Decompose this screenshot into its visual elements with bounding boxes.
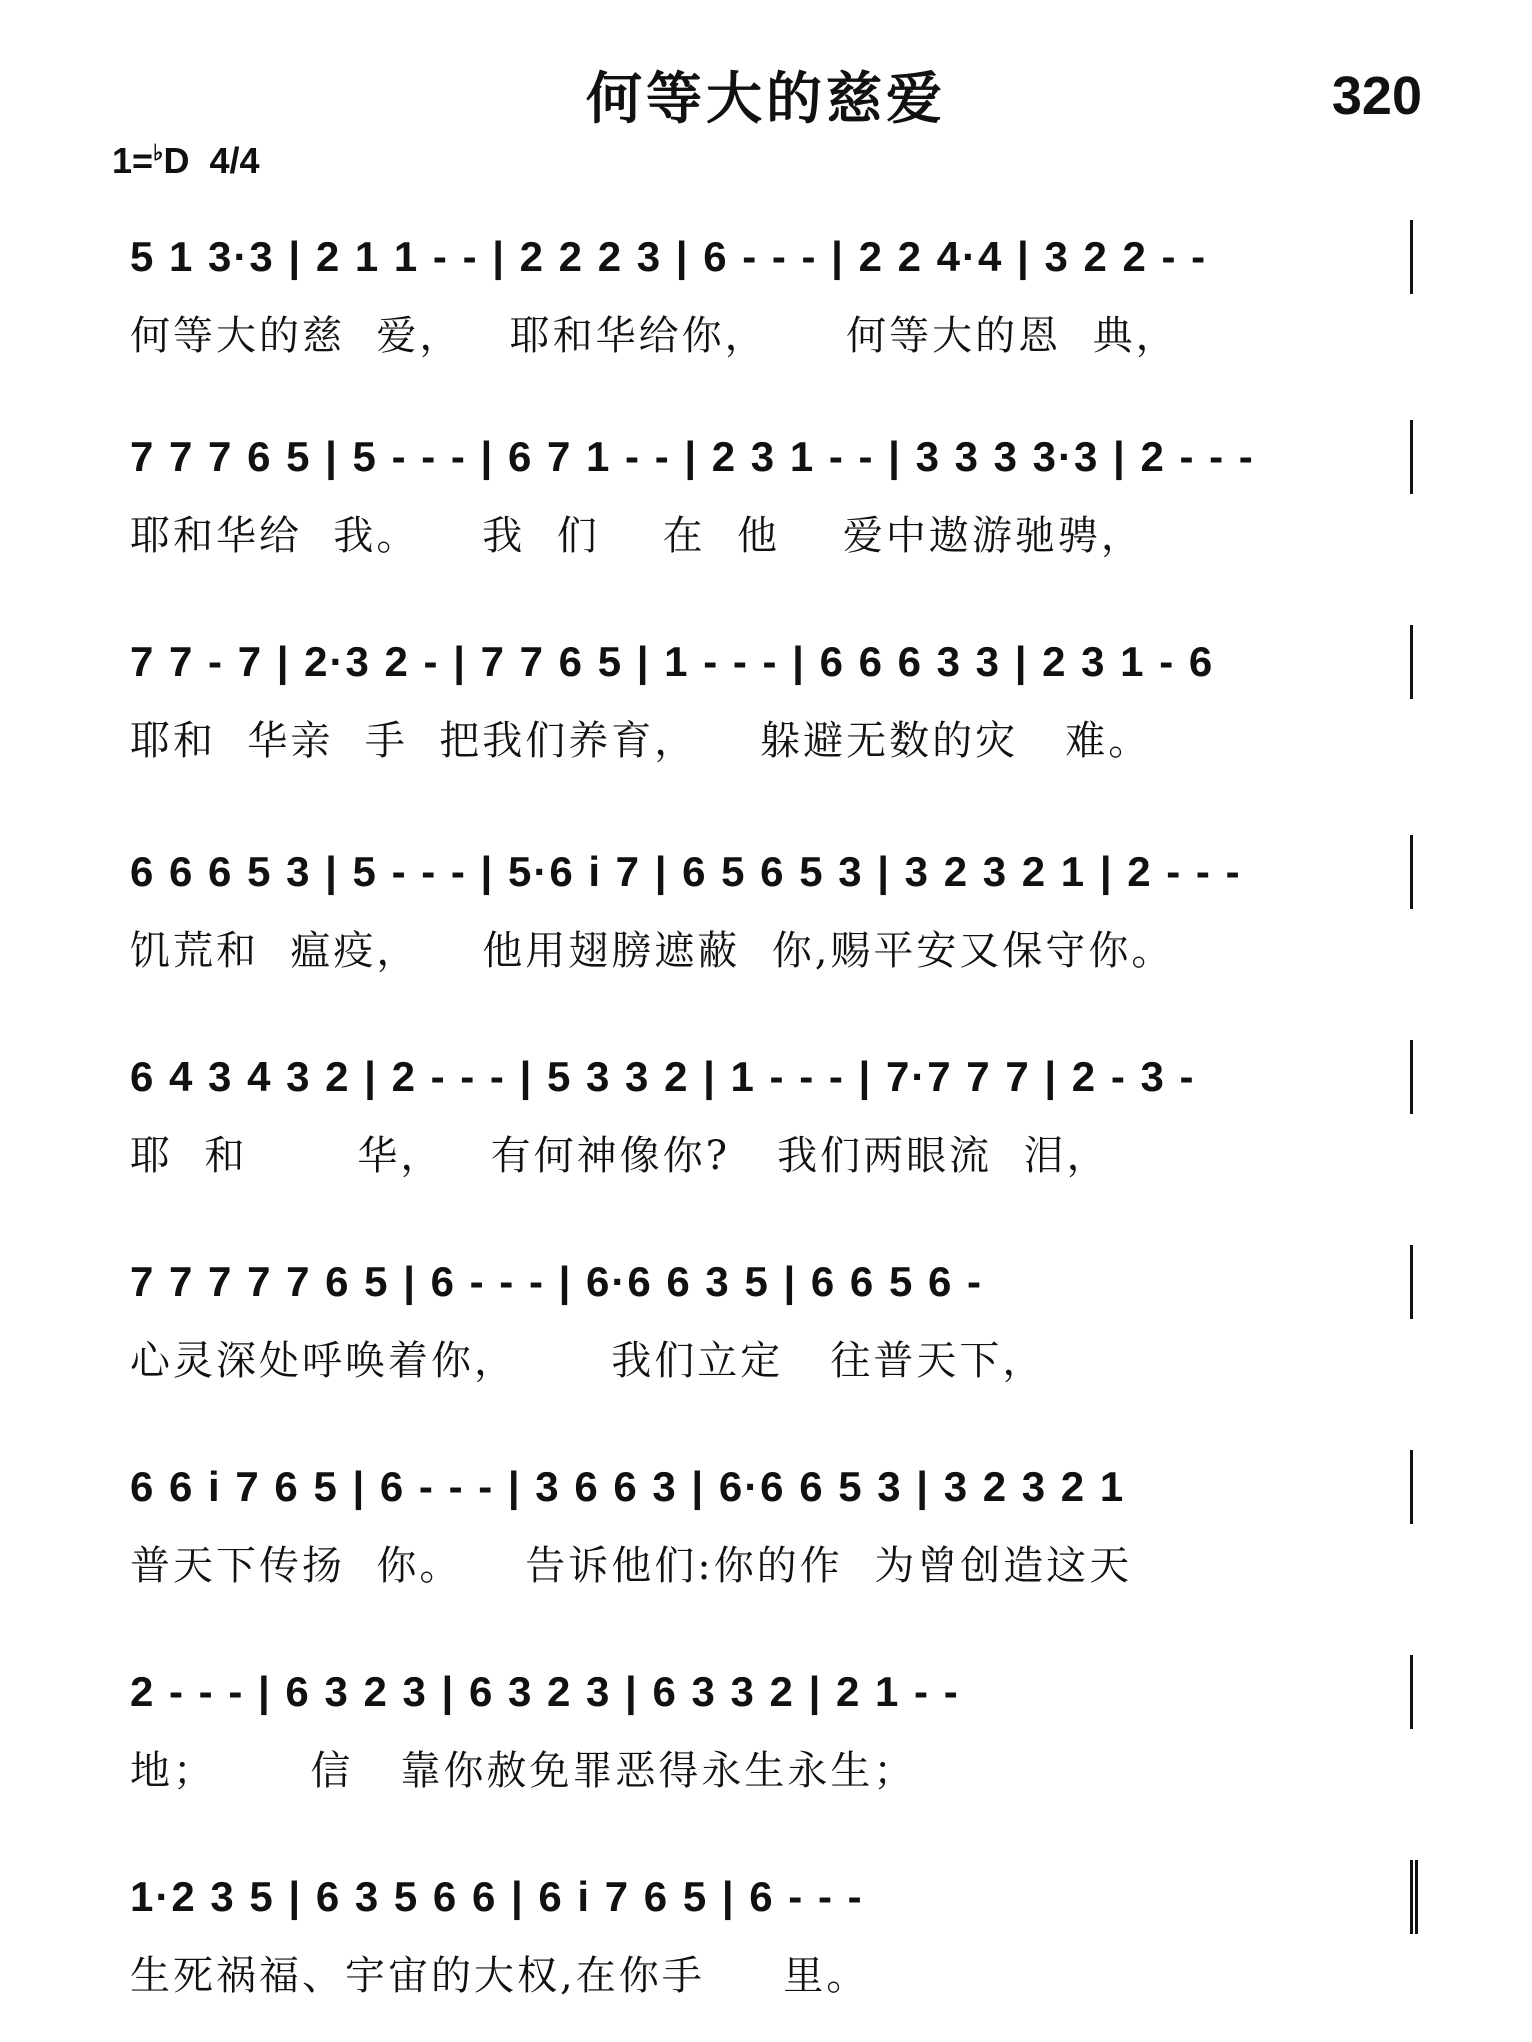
lyrics-line: 心灵深处呼唤着你， 我们立定 往普天下， xyxy=(130,1338,1046,1384)
score-line-7 xyxy=(130,1450,1410,1600)
score-line-1 xyxy=(130,220,1410,370)
lyrics-line: 饥荒和 瘟疫， 他用翅膀遮蔽 你,赐平安又保守你。 xyxy=(130,928,1175,974)
score-line-6 xyxy=(130,1245,1410,1395)
notation-line: 7 7 7 7 7 6 5 | 6 - - - | 6·6 6 3 5 | 6 6 5 6 - xyxy=(130,1245,1413,1319)
notation-line: 7 7 - 7 | 2·3 2 - | 7 7 6 5 | 1 - - - | 6 6 6 3 3 | 2 3 1 - 6 xyxy=(130,625,1413,699)
time-signature: 4/4 xyxy=(209,140,260,181)
lyrics-line: 何等大的慈 爱， 耶和华给你， 何等大的恩 典， xyxy=(130,313,1179,359)
score-line-5 xyxy=(130,1040,1410,1190)
hymn-number: 320 xyxy=(1331,66,1422,126)
score-line-2 xyxy=(130,420,1410,570)
notation-line: 6 6 i 7 6 5 | 6 - - - | 3 6 6 3 | 6·6 6 5 3 | 3 2 3 2 1 xyxy=(130,1450,1413,1524)
page-title: 何等大的慈爱 xyxy=(586,66,946,132)
lyrics-line: 耶和 华亲 手 把我们养育， 躲避无数的灾 难。 xyxy=(130,718,1152,764)
lyrics-line: 普天下传扬 你。 告诉他们:你的作 为曾创造这天 xyxy=(130,1543,1133,1589)
lyrics-line: 生死祸福、宇宙的大权,在你手 里。 xyxy=(130,1953,870,1999)
notation-line: 2 - - - | 6 3 2 3 | 6 3 2 3 | 6 3 3 2 | 2 1 - - xyxy=(130,1655,1413,1729)
score-line-3 xyxy=(130,625,1410,775)
score-line-8 xyxy=(130,1655,1410,1805)
notation-line: 6 6 6 5 3 | 5 - - - | 5·6 i 7 | 6 5 6 5 3 | 3 2 3 2 1 | 2 - - - xyxy=(130,835,1413,909)
lyrics-line: 耶和华给 我。 我 们 在 他 爱中遨游驰骋， xyxy=(130,513,1144,559)
notation-line: 7 7 7 6 5 | 5 - - - | 6 7 1 - - | 2 3 1 - - | 3 3 3 3·3 | 2 - - - xyxy=(130,420,1413,494)
key-tonic: D xyxy=(163,140,190,181)
notation-line: 5 1 3·3 | 2 1 1 - - | 2 2 2 3 | 6 - - - | 2 2 4·4 | 3 2 2 - - xyxy=(130,220,1413,294)
score-line-9 xyxy=(130,1860,1410,2010)
lyrics-line: 耶 和 华， 有何神像你? 我们两眼流 泪， xyxy=(130,1133,1110,1179)
key-signature xyxy=(112,140,260,182)
flat-symbol: ♭ xyxy=(153,140,164,165)
notation-line: 1·2 3 5 | 6 3 5 6 6 | 6 i 7 6 5 | 6 - - - xyxy=(130,1860,1418,1934)
key-prefix: 1= xyxy=(112,140,154,181)
lyrics-line: 地； 信 靠你赦免罪恶得永生永生； xyxy=(130,1748,917,1794)
score-line-4 xyxy=(130,835,1410,985)
notation-line: 6 4 3 4 3 2 | 2 - - - | 5 3 3 2 | 1 - - - | 7·7 7 7 | 2 - 3 - xyxy=(130,1040,1413,1114)
